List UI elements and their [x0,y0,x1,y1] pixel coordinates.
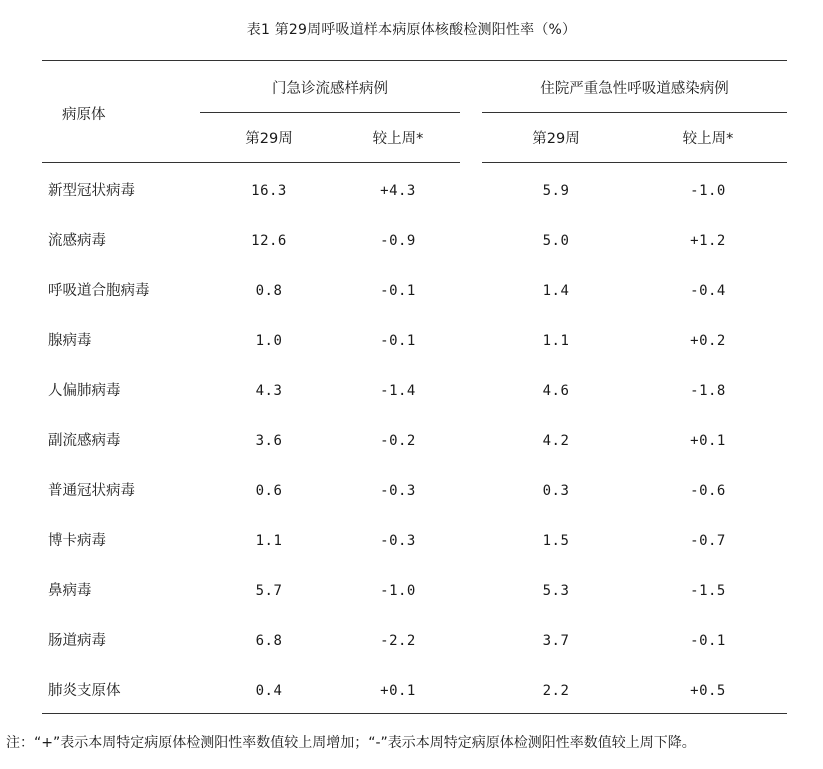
table-title: 表1 第29周呼吸道样本病原体核酸检测阳性率（%） [246,22,577,38]
group2-underline [482,112,787,113]
inpatient-week-value: 5.9 [542,183,570,199]
pathogen-name: 流感病毒 [48,233,106,249]
outpatient-change-value: -0.1 [380,283,416,299]
outpatient-week-value: 12.6 [251,233,287,249]
inpatient-week-value: 2.2 [542,683,570,699]
outpatient-change-value: -0.3 [380,483,416,499]
outpatient-change-value: -2.2 [380,633,416,649]
inpatient-change-value: +0.1 [690,433,726,449]
inpatient-change-value: -0.4 [690,283,726,299]
outpatient-week-value: 4.3 [255,383,283,399]
outpatient-week-value: 3.6 [255,433,283,449]
inpatient-week-value: 1.4 [542,283,570,299]
outpatient-week-value: 16.3 [251,183,287,199]
inpatient-week-value: 4.6 [542,383,570,399]
pathogen-name: 呼吸道合胞病毒 [48,283,150,299]
table-footnote: 注：“+”表示本周特定病原体检测阳性率数值较上周增加；“-”表示本周特定病原体检测阳性率数值较上周下降。 [6,735,696,751]
outpatient-week-value: 6.8 [255,633,283,649]
header-bottom-rule-left [42,162,460,163]
inpatient-week-value: 5.3 [542,583,570,599]
inpatient-week-value: 1.1 [542,333,570,349]
outpatient-change-value: +0.1 [380,683,416,699]
inpatient-change-value: -0.1 [690,633,726,649]
inpatient-change-value: -1.0 [690,183,726,199]
inpatient-change-value: -0.6 [690,483,726,499]
inpatient-week-header: 第29周 [532,131,580,147]
outpatient-change-value: -1.0 [380,583,416,599]
pathogen-name: 腺病毒 [48,333,92,349]
outpatient-week-value: 0.4 [255,683,283,699]
pathogen-name: 人偏肺病毒 [48,383,121,399]
inpatient-change-value: +0.2 [690,333,726,349]
outpatient-week-value: 0.8 [255,283,283,299]
pathogen-name: 副流感病毒 [48,433,121,449]
top-rule [42,60,787,61]
inpatient-week-value: 1.5 [542,533,570,549]
inpatient-group-header: 住院严重急性呼吸道感染病例 [540,81,729,97]
outpatient-week-value: 1.1 [255,533,283,549]
outpatient-week-value: 0.6 [255,483,283,499]
bottom-rule [42,713,787,714]
outpatient-change-value: -0.2 [380,433,416,449]
outpatient-change-header: 较上周* [372,131,424,147]
pathogen-name: 普通冠状病毒 [48,483,135,499]
inpatient-week-value: 4.2 [542,433,570,449]
inpatient-change-value: -0.7 [690,533,726,549]
inpatient-change-value: -1.8 [690,383,726,399]
outpatient-change-value: -0.1 [380,333,416,349]
pathogen-name: 新型冠状病毒 [48,183,135,199]
outpatient-change-value: -0.3 [380,533,416,549]
outpatient-week-value: 1.0 [255,333,283,349]
outpatient-week-header: 第29周 [245,131,293,147]
outpatient-change-value: +4.3 [380,183,416,199]
outpatient-change-value: -1.4 [380,383,416,399]
outpatient-change-value: -0.9 [380,233,416,249]
outpatient-group-header: 门急诊流感样病例 [272,81,388,97]
group1-underline [200,112,460,113]
inpatient-change-header: 较上周* [682,131,734,147]
pathogen-name: 肺炎支原体 [48,683,121,699]
inpatient-change-value: +0.5 [690,683,726,699]
header-bottom-rule-right [482,162,787,163]
inpatient-week-value: 5.0 [542,233,570,249]
inpatient-week-value: 3.7 [542,633,570,649]
pathogen-name: 博卡病毒 [48,533,106,549]
inpatient-change-value: +1.2 [690,233,726,249]
outpatient-week-value: 5.7 [255,583,283,599]
pathogen-header: 病原体 [62,107,106,123]
pathogen-name: 鼻病毒 [48,583,92,599]
inpatient-change-value: -1.5 [690,583,726,599]
inpatient-week-value: 0.3 [542,483,570,499]
pathogen-name: 肠道病毒 [48,633,106,649]
